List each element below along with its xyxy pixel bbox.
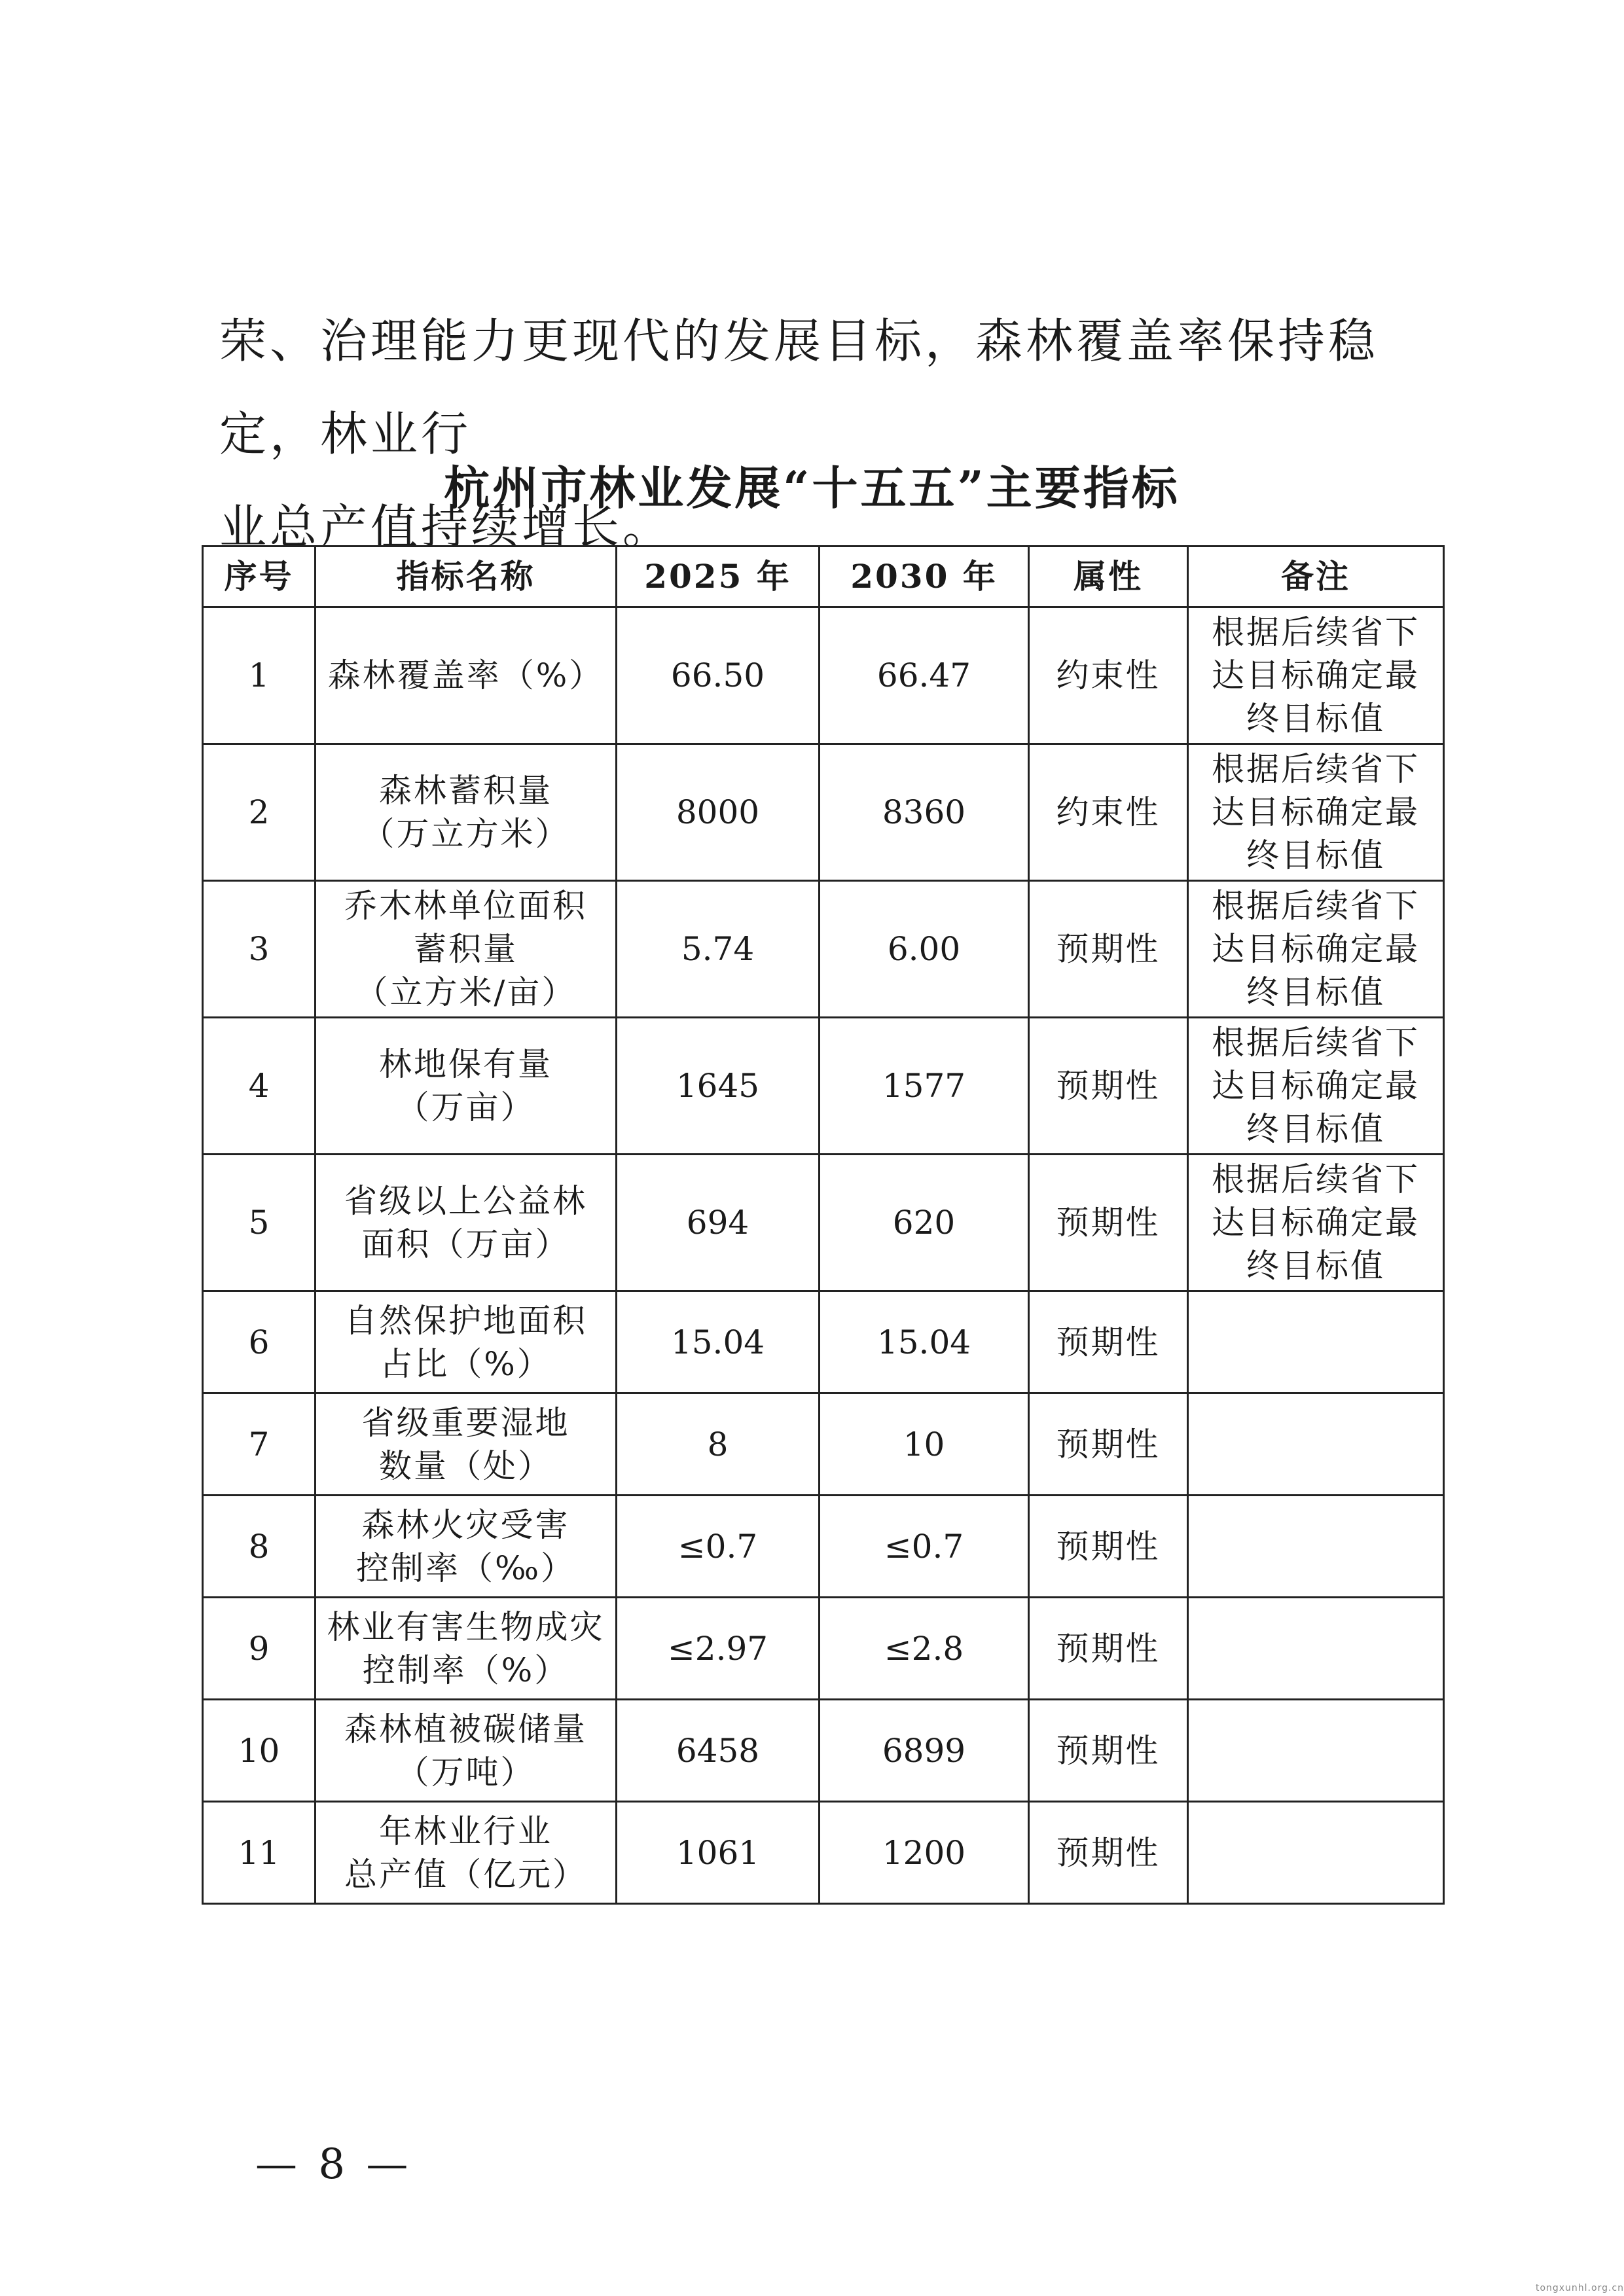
table-row (203, 1291, 1444, 1393)
indicator-name-cell (316, 744, 617, 881)
serial-cell: 10 (203, 1700, 316, 1802)
header-indicator-name: 指标名称 (316, 547, 617, 607)
intro-line-1: 荣、治理能力更现代的发展目标，森林覆盖率保持稳定，林业行 (219, 314, 1379, 461)
indicator-name-cell (316, 607, 617, 744)
remarks-cell-line: 根据后续省下 (1212, 613, 1420, 651)
indicator-name-cell-line: （立方米/亩） (355, 973, 577, 1011)
indicator-name-cell-line: 省级重要湿地 (361, 1403, 570, 1442)
remarks-cell (1188, 607, 1444, 744)
value-2025-cell: 15.04 (617, 1291, 820, 1393)
serial-cell: 4 (203, 1018, 316, 1155)
value-2025-cell: 8 (617, 1393, 820, 1496)
remarks-cell (1188, 1496, 1444, 1598)
indicator-name-cell (316, 1155, 617, 1291)
value-2030-cell: 10 (820, 1393, 1029, 1496)
indicator-name-cell-line: 森林覆盖率（%） (327, 656, 604, 694)
remarks-cell-line: 根据后续省下 (1212, 1160, 1420, 1198)
watermark: tongxunhl.org.cn (1535, 2283, 1624, 2293)
serial-cell: 11 (203, 1802, 316, 1904)
remarks-cell (1188, 1700, 1444, 1802)
indicator-name-cell-line: 省级以上公益林 (344, 1182, 587, 1220)
attribute-cell: 预期性 (1029, 1291, 1188, 1393)
indicator-name-cell (316, 1496, 617, 1598)
serial-cell: 5 (203, 1155, 316, 1291)
remarks-cell (1188, 1291, 1444, 1393)
indicator-name-cell-line: 森林火灾受害 (361, 1505, 570, 1544)
remarks-cell-line: 根据后续省下 (1212, 1024, 1420, 1062)
remarks-cell (1188, 1802, 1444, 1904)
remarks-cell (1188, 1155, 1444, 1291)
serial-cell: 2 (203, 744, 316, 881)
indicator-name-cell-line: 乔木林单位面积 (344, 887, 587, 925)
remarks-cell (1188, 881, 1444, 1018)
page-number: — 8 — (255, 2140, 412, 2189)
remarks-cell-line: 达目标确定最 (1212, 656, 1420, 694)
table-row (203, 1155, 1444, 1291)
indicator-name-cell (316, 1598, 617, 1700)
indicator-name-cell-line: 森林植被碳储量 (344, 1710, 587, 1748)
remarks-cell-line: 根据后续省下 (1212, 887, 1420, 925)
indicator-name-cell-line: 林地保有量 (379, 1045, 552, 1083)
value-2025-cell: 6458 (617, 1700, 820, 1802)
indicator-name-cell (316, 1018, 617, 1155)
table-header-row (203, 547, 1444, 607)
indicator-table (202, 545, 1445, 1905)
table-row (203, 1393, 1444, 1496)
value-2030-cell: 620 (820, 1155, 1029, 1291)
remarks-cell-line: 终目标值 (1246, 1247, 1385, 1285)
indicator-name-cell-line: （万亩） (396, 1088, 535, 1126)
remarks-cell-line: 终目标值 (1246, 836, 1385, 874)
value-2025-cell: 5.74 (617, 881, 820, 1018)
value-2030-cell: 66.47 (820, 607, 1029, 744)
indicator-name-cell (316, 881, 617, 1018)
indicator-name-cell (316, 1802, 617, 1904)
value-2030-cell: 8360 (820, 744, 1029, 881)
attribute-cell: 约束性 (1029, 744, 1188, 881)
indicator-name-cell-line: 森林蓄积量 (379, 772, 552, 810)
indicator-name-cell-line: （万吨） (396, 1753, 535, 1791)
attribute-cell: 预期性 (1029, 1393, 1188, 1496)
indicator-name-cell-line: （万立方米） (361, 815, 570, 853)
indicator-name-cell-line: 控制率（%） (362, 1651, 569, 1689)
indicator-name-cell-line: 自然保护地面积 (344, 1301, 587, 1340)
remarks-cell-line: 达目标确定最 (1212, 930, 1420, 968)
value-2030-cell: ≤0.7 (820, 1496, 1029, 1598)
attribute-cell: 预期性 (1029, 1155, 1188, 1291)
serial-cell: 1 (203, 607, 316, 744)
indicator-name-cell-line: 总产值（亿元） (344, 1855, 587, 1893)
remarks-cell-line: 终目标值 (1246, 1110, 1385, 1148)
table-row (203, 881, 1444, 1018)
attribute-cell: 约束性 (1029, 607, 1188, 744)
table-row (203, 744, 1444, 881)
value-2030-cell: 1200 (820, 1802, 1029, 1904)
value-2025-cell: 1061 (617, 1802, 820, 1904)
intro-line-2: 业总产值持续增长。 (219, 499, 674, 554)
indicator-name-cell-line: 控制率（‰） (355, 1549, 576, 1587)
attribute-cell: 预期性 (1029, 1700, 1188, 1802)
value-2030-cell: 6899 (820, 1700, 1029, 1802)
header-remarks: 备注 (1188, 547, 1444, 607)
serial-cell: 9 (203, 1598, 316, 1700)
attribute-cell: 预期性 (1029, 1496, 1188, 1598)
value-2025-cell: ≤0.7 (617, 1496, 820, 1598)
value-2025-cell: 694 (617, 1155, 820, 1291)
indicator-name-cell (316, 1700, 617, 1802)
table-row (203, 1018, 1444, 1155)
table-row (203, 1598, 1444, 1700)
remarks-cell-line: 终目标值 (1246, 700, 1385, 738)
indicator-name-cell (316, 1393, 617, 1496)
remarks-cell-line: 终目标值 (1246, 973, 1385, 1011)
remarks-cell-line: 达目标确定最 (1212, 793, 1420, 831)
attribute-cell: 预期性 (1029, 881, 1188, 1018)
serial-cell: 3 (203, 881, 316, 1018)
attribute-cell: 预期性 (1029, 1018, 1188, 1155)
indicator-name-cell-line: 林业有害生物成灾 (327, 1607, 605, 1646)
indicator-name-cell-line: 蓄积量 (414, 930, 518, 968)
table-row (203, 1802, 1444, 1904)
value-2030-cell: 1577 (820, 1018, 1029, 1155)
intro-paragraph (219, 295, 1456, 573)
indicator-name-cell-line: 数量（处） (379, 1446, 552, 1485)
table-row (203, 1700, 1444, 1802)
header-serial: 序号 (203, 547, 316, 607)
remarks-cell (1188, 744, 1444, 881)
header-2025: 2025 年 (617, 547, 820, 607)
remarks-cell (1188, 1018, 1444, 1155)
indicator-name-cell-line: 占比（%） (380, 1344, 552, 1383)
header-2030: 2030 年 (820, 547, 1029, 607)
value-2030-cell: 6.00 (820, 881, 1029, 1018)
indicator-name-cell (316, 1291, 617, 1393)
value-2025-cell: 1645 (617, 1018, 820, 1155)
table-row (203, 1496, 1444, 1598)
table-row (203, 607, 1444, 744)
indicator-name-cell-line: 年林业行业 (379, 1812, 552, 1850)
value-2025-cell: ≤2.97 (617, 1598, 820, 1700)
value-2025-cell: 66.50 (617, 607, 820, 744)
serial-cell: 7 (203, 1393, 316, 1496)
remarks-cell-line: 达目标确定最 (1212, 1204, 1420, 1242)
value-2025-cell: 8000 (617, 744, 820, 881)
attribute-cell: 预期性 (1029, 1802, 1188, 1904)
indicator-name-cell-line: 面积（万亩） (361, 1225, 570, 1263)
remarks-cell-line: 达目标确定最 (1212, 1067, 1420, 1105)
remarks-cell (1188, 1598, 1444, 1700)
serial-cell: 6 (203, 1291, 316, 1393)
value-2030-cell: 15.04 (820, 1291, 1029, 1393)
table-title: 杭州市林业发展“十五五”主要指标 (444, 461, 1180, 515)
remarks-cell (1188, 1393, 1444, 1496)
serial-cell: 8 (203, 1496, 316, 1598)
attribute-cell: 预期性 (1029, 1598, 1188, 1700)
remarks-cell-line: 根据后续省下 (1212, 750, 1420, 788)
header-attribute: 属性 (1029, 547, 1188, 607)
value-2030-cell: ≤2.8 (820, 1598, 1029, 1700)
